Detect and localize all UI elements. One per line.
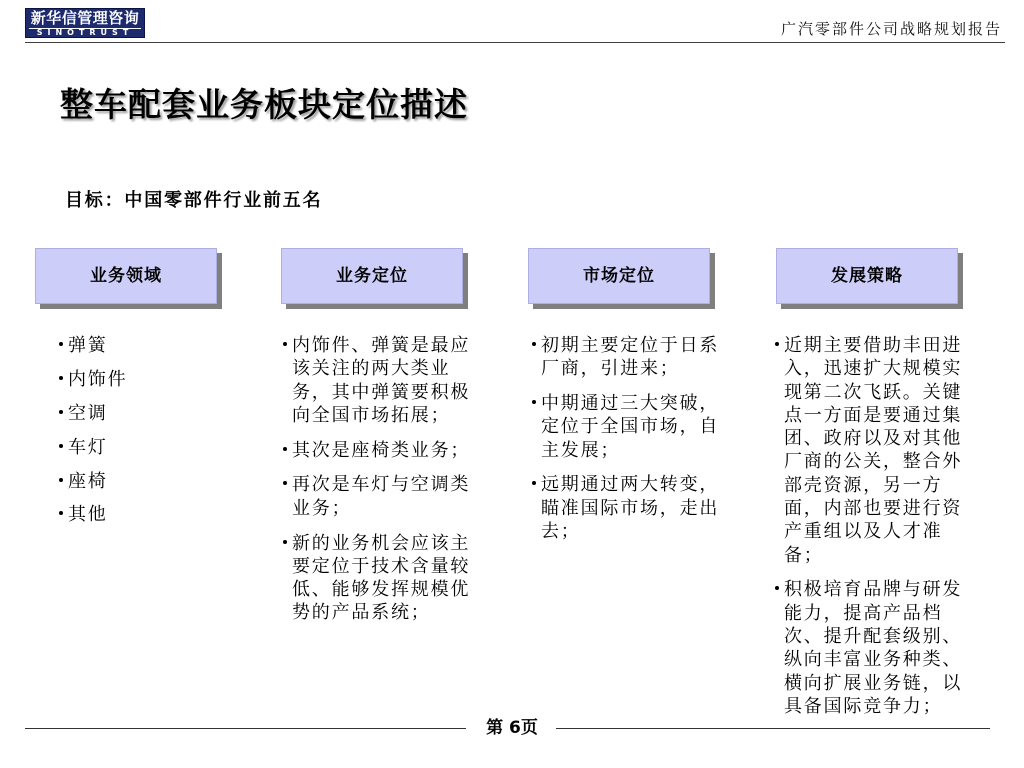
bullet-text-line: 面，内部也要进行资 [784, 498, 963, 520]
bullet-icon [532, 481, 536, 485]
bullet-icon [283, 447, 287, 451]
bullet-text-line: 入，迅速扩大规模实 [784, 358, 963, 380]
column-heading-label: 发展策略 [831, 266, 903, 286]
bullet-text-line: 横向扩展业务链，以 [784, 672, 963, 694]
logo-chinese-name: 新华信管理咨询 [30, 9, 140, 27]
bullet-text-line: 能力，提高产品档 [784, 602, 943, 624]
bullet-text-line: 新的业务机会应该主 [292, 532, 471, 554]
bullet-text-line: 弹簧 [68, 335, 108, 356]
bullet-item [774, 578, 974, 718]
bullet-icon [283, 481, 287, 485]
bullet-item [531, 473, 731, 543]
header-divider [25, 42, 1005, 43]
bullet-text-line: 要定位于技术含量较 [292, 555, 471, 577]
column-heading-label: 业务领域 [90, 266, 162, 286]
bullet-text-line: 内饰件 [68, 368, 128, 390]
bullet-text-line: 向全国市场拓展； [292, 404, 451, 426]
page-number: 第 6页 [486, 718, 538, 738]
bullet-text-line: 近期主要借助丰田进 [784, 335, 963, 356]
bullet-icon [59, 444, 63, 448]
bullet-icon [59, 376, 63, 380]
bullet-icon [532, 342, 536, 346]
bullet-icon [59, 478, 63, 482]
sinotrust-logo [25, 8, 145, 38]
business-positioning-list [282, 334, 482, 636]
bullet-icon [775, 586, 779, 590]
development-strategy-list [774, 334, 974, 730]
bullet-text-line: 现第二次飞跃。关键 [784, 381, 963, 403]
bullet-icon [59, 511, 63, 515]
bullet-item [282, 334, 482, 427]
column-heading-label: 业务定位 [336, 266, 408, 286]
bullet-item [531, 392, 731, 462]
bullet-text-line: 初期主要定位于日系 [541, 335, 720, 356]
bullet-icon [283, 540, 287, 544]
bullet-text-line: 产重组以及人才准 [784, 521, 943, 543]
bullet-icon [532, 400, 536, 404]
bullet-text-line: 座椅 [68, 470, 108, 492]
column-heading-development-strategy [776, 248, 958, 304]
bullet-text-line: 团、政府以及对其他 [784, 428, 963, 450]
bullet-icon [775, 342, 779, 346]
column-heading-business-area [35, 248, 217, 304]
bullet-text-line: 去； [541, 521, 581, 543]
bullet-text-line: 空调 [68, 402, 108, 424]
bullet-text-line: 业务； [292, 497, 352, 519]
column-heading-label: 市场定位 [583, 266, 655, 286]
bullet-text-line: 车灯 [68, 436, 108, 458]
bullet-text-line: 积极培育品牌与研发 [784, 579, 963, 601]
goal-statement: 目标：中国零部件行业前五名 [65, 190, 323, 211]
bullet-text-line: 纵向丰富业务种类、 [784, 649, 963, 671]
bullet-item [58, 503, 258, 526]
business-area-list [58, 334, 258, 537]
bullet-item [282, 439, 482, 462]
column-heading-business-positioning [281, 248, 463, 304]
bullet-text-line: 内饰件、弹簧是最应 [292, 335, 471, 356]
bullet-text-line: 势的产品系统； [292, 602, 431, 624]
bullet-icon [59, 410, 63, 414]
bullet-text-line: 远期通过两大转变， [541, 474, 720, 496]
bullet-text-line: 定位于全国市场，自 [541, 416, 720, 438]
bullet-item [774, 334, 974, 567]
bullet-text-line: 次、提升配套级别、 [784, 626, 963, 648]
bullet-icon [59, 342, 63, 346]
bullet-item [531, 334, 731, 381]
bullet-item [58, 470, 258, 493]
logo-english-name: SINOTRUST [36, 28, 134, 37]
footer-divider-right [556, 728, 990, 729]
column-heading-market-positioning [528, 248, 710, 304]
bullet-text-line: 点一方面是要通过集 [784, 404, 963, 426]
bullet-text-line: 备； [784, 544, 824, 566]
market-positioning-list [531, 334, 731, 555]
bullet-item [58, 334, 258, 357]
bullet-text-line: 瞄准国际市场，走出 [541, 497, 720, 519]
bullet-text-line: 其他 [68, 504, 108, 526]
bullet-text-line: 该关注的两大类业 [292, 358, 451, 380]
bullet-item [58, 402, 258, 425]
bullet-text-line: 再次是车灯与空调类 [292, 474, 471, 496]
bullet-text-line: 主发展； [541, 439, 621, 461]
bullet-text-line: 低、能够发挥规模优 [292, 579, 471, 601]
bullet-text-line: 中期通过三大突破， [541, 393, 720, 415]
report-title: 广汽零部件公司战略规划报告 [780, 20, 1002, 38]
bullet-item [58, 436, 258, 459]
bullet-icon [283, 342, 287, 346]
bullet-text-line: 厂商的公关，整合外 [784, 451, 963, 473]
bullet-item [58, 368, 258, 391]
slide-title: 整车配套业务板块定位描述 [60, 85, 468, 124]
bullet-text-line: 具备国际竞争力； [784, 695, 943, 717]
footer-divider-left [25, 728, 466, 729]
bullet-text-line: 务，其中弹簧要积极 [292, 381, 471, 403]
bullet-text-line: 其次是座椅类业务； [292, 439, 471, 461]
bullet-text-line: 厂商，引进来； [541, 358, 680, 380]
bullet-text-line: 部壳资源，另一方 [784, 474, 943, 496]
bullet-item [282, 473, 482, 520]
bullet-item [282, 532, 482, 625]
